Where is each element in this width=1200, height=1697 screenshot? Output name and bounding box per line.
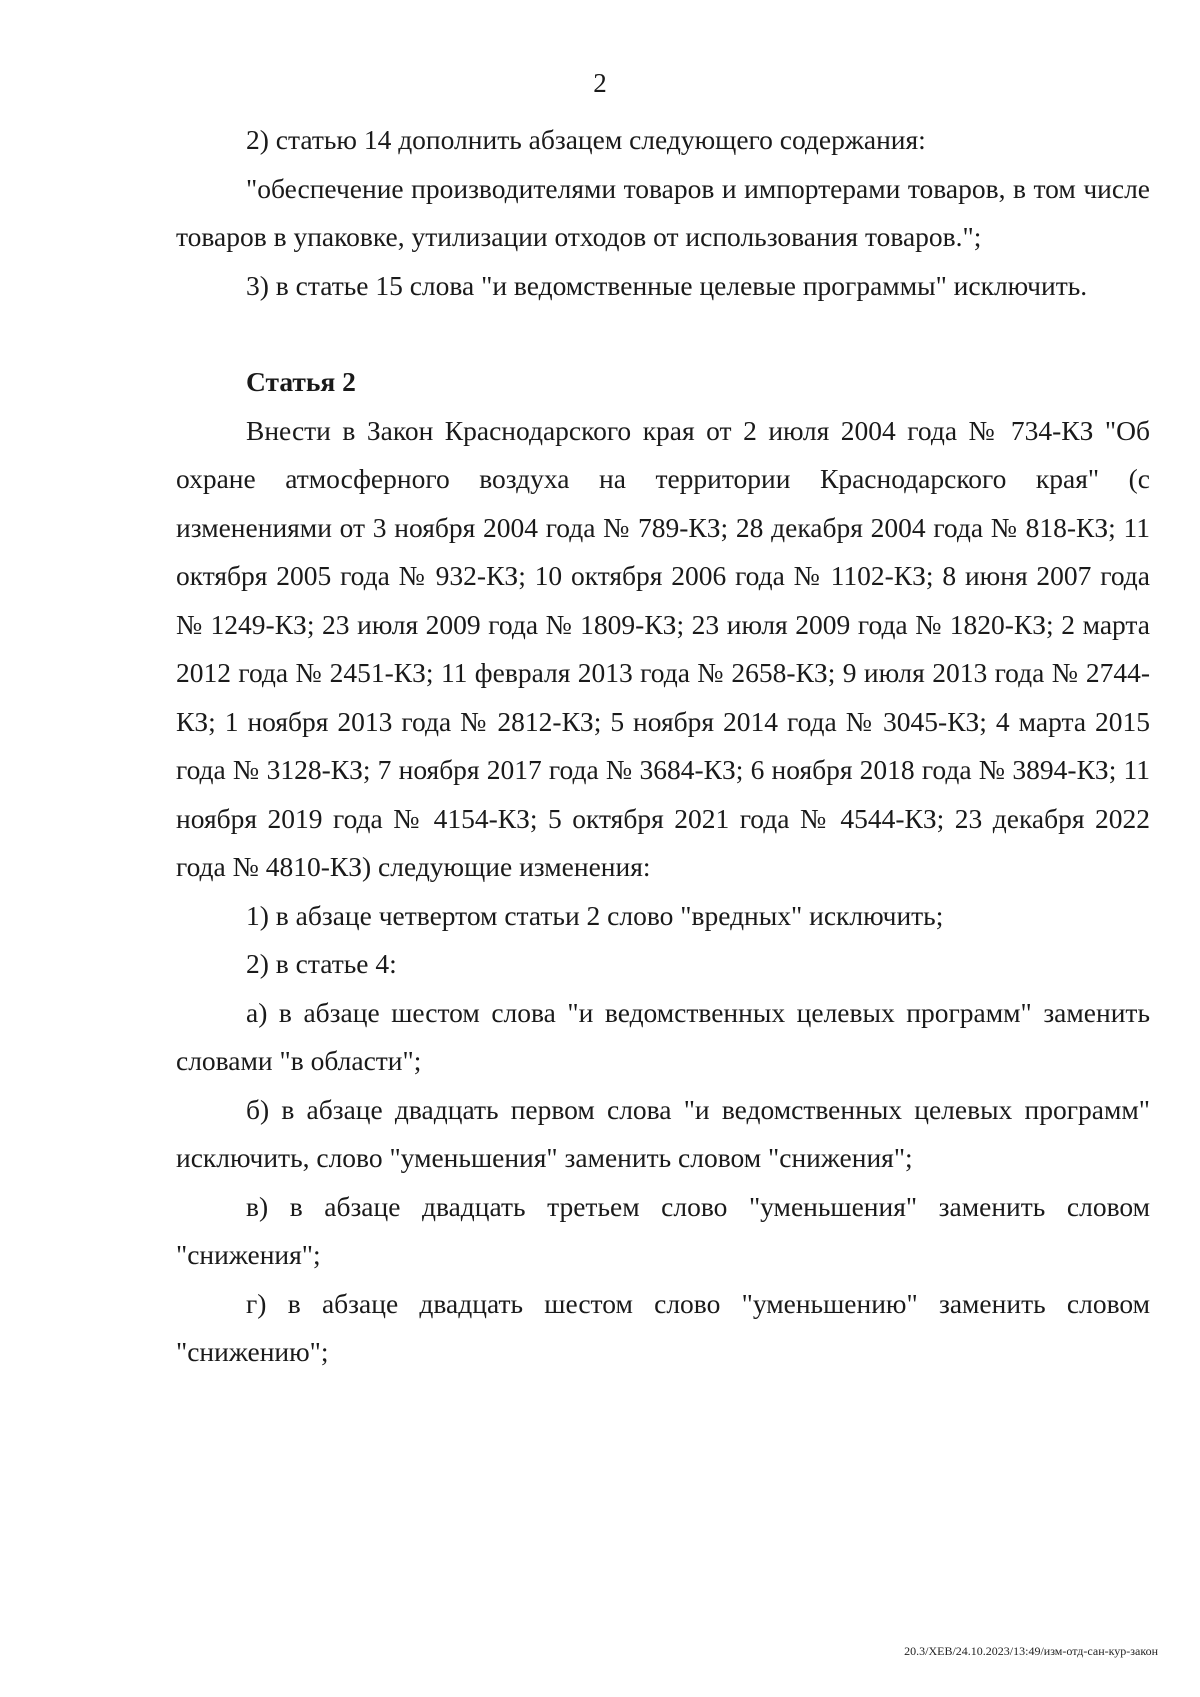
- article2-heading: Статья 2: [246, 366, 356, 397]
- footer-document-code: 20.3/ХЕВ/24.10.2023/13:49/изм-отд-сан-кур-закон: [904, 1644, 1158, 1658]
- spacer: [176, 310, 1150, 358]
- section1-item2-quote: "обеспечение производителями товаров и импортерами товаров, в том числе товаров в упаковке, утилизации отходов от использования товаров.";: [176, 172, 1150, 252]
- page-number: 2: [593, 68, 607, 98]
- section1-item3: 3) в статье 15 слова "и ведомственные целевые программы" исключить.: [246, 269, 1088, 301]
- section1-item2: 2) статью 14 дополнить абзацем следующего содержания:: [246, 124, 926, 155]
- article2-item2g: г) в абзаце двадцать шестом слово "уменьшению" заменить словом "снижению";: [176, 1287, 1150, 1367]
- article2-item2: 2) в статье 4:: [246, 948, 397, 979]
- article2-item1: 1) в абзаце четвертом статьи 2 слово "вредных" исключить;: [246, 899, 944, 931]
- article2-item2b: б) в абзаце двадцать первом слова "и ведомственных целевых программ" исключить, слово "уменьшения" заменить словом "снижения";: [176, 1093, 1150, 1173]
- document-body: [176, 116, 1150, 1377]
- article2-item2v: в) в абзаце двадцать третьем слово "уменьшения" заменить словом "снижения";: [176, 1190, 1150, 1270]
- article2-item2a: а) в абзаце шестом слова "и ведомственных целевых программ" заменить словами "в области";: [176, 996, 1150, 1076]
- article2-intro: Внести в Закон Краснодарского края от 2 июля 2004 года № 734-КЗ "Об охране атмосферного воздуха на территории Краснодарского края" (с изменениями от 3 ноября 2004 года № 789-КЗ; 28 декабря 2004 года № 818-КЗ; 11 октября 2005 года № 932-КЗ; 10 октября 2006 года № 1102-КЗ; 8 июня 2007 года № 1249-КЗ; 23 июля 2009 года № 1809-КЗ; 23 июля 2009 года № 1820-КЗ; 2 марта 2012 года № 2451-КЗ; 11 февраля 2013 года № 2658-КЗ; 9 июля 2013 года № 2744-КЗ; 1 ноября 2013 года № 2812-КЗ; 5 ноября 2014 года № 3045-КЗ; 4 марта 2015 года № 3128-КЗ; 7 ноября 2017 года № 3684-КЗ; 6 ноября 2018 года № 3894-КЗ; 11 ноября 2019 года № 4154-КЗ; 5 октября 2021 года № 4544-КЗ; 23 декабря 2022 года № 4810-КЗ) следующие изменения:: [176, 414, 1150, 882]
